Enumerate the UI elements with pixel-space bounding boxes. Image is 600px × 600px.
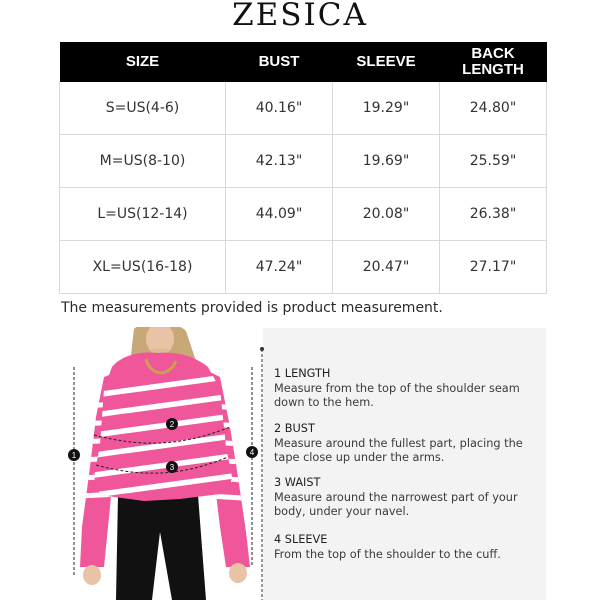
table-row bbox=[60, 188, 547, 241]
size-chart-table bbox=[59, 42, 547, 294]
cell-size: L=US(12-14) bbox=[60, 188, 226, 241]
cell-size: S=US(4-6) bbox=[60, 82, 226, 135]
cell-sleeve: 19.29" bbox=[333, 82, 440, 135]
guide-bust-desc: Measure around the fullest part, placing the tape close up under the arms. bbox=[274, 436, 523, 464]
header-back-length: BACK LENGTH bbox=[440, 42, 547, 82]
cell-sleeve: 20.47" bbox=[333, 241, 440, 294]
cell-back-length: 26.38" bbox=[440, 188, 547, 241]
marker-2: 2 bbox=[169, 420, 175, 429]
cell-bust: 44.09" bbox=[226, 188, 333, 241]
guide-length-desc: Measure from the top of the shoulder seam down to the hem. bbox=[274, 381, 520, 409]
guide-bust-title: 2 BUST bbox=[274, 422, 315, 435]
cell-sleeve: 19.69" bbox=[333, 135, 440, 188]
cell-back-length: 24.80" bbox=[440, 82, 547, 135]
guide-waist-desc: Measure around the narrowest part of your body, under your navel. bbox=[274, 490, 518, 518]
guide-waist-title: 3 WAIST bbox=[274, 476, 321, 489]
table-row bbox=[60, 82, 547, 135]
guide-sleeve bbox=[274, 533, 534, 562]
guide-sleeve-desc: From the top of the shoulder to the cuff. bbox=[274, 547, 501, 561]
guide-divider bbox=[258, 345, 266, 600]
cell-back-length: 25.59" bbox=[440, 135, 547, 188]
header-bust: BUST bbox=[226, 42, 333, 82]
guide-length bbox=[274, 367, 534, 411]
pants bbox=[116, 495, 206, 600]
model-figure bbox=[60, 327, 260, 600]
cell-size: XL=US(16-18) bbox=[60, 241, 226, 294]
guide-bust bbox=[274, 422, 534, 466]
cell-bust: 40.16" bbox=[226, 82, 333, 135]
table-header-row bbox=[60, 42, 547, 82]
header-sleeve: SLEEVE bbox=[333, 42, 440, 82]
marker-1: 1 bbox=[71, 451, 77, 460]
guide-sleeve-title: 4 SLEEVE bbox=[274, 533, 328, 546]
cell-back-length: 27.17" bbox=[440, 241, 547, 294]
measurement-note: The measurements provided is product measurement. bbox=[61, 300, 443, 316]
brand-logo: ZESICA bbox=[232, 0, 368, 33]
guide-waist bbox=[274, 476, 534, 520]
cell-bust: 47.24" bbox=[226, 241, 333, 294]
header-size: SIZE bbox=[60, 42, 226, 82]
guide-length-title: 1 LENGTH bbox=[274, 367, 331, 380]
cell-sleeve: 20.08" bbox=[333, 188, 440, 241]
table-row bbox=[60, 241, 547, 294]
cell-bust: 42.13" bbox=[226, 135, 333, 188]
table-row bbox=[60, 135, 547, 188]
marker-4: 4 bbox=[249, 448, 255, 457]
cell-size: M=US(8-10) bbox=[60, 135, 226, 188]
marker-3: 3 bbox=[169, 463, 175, 472]
